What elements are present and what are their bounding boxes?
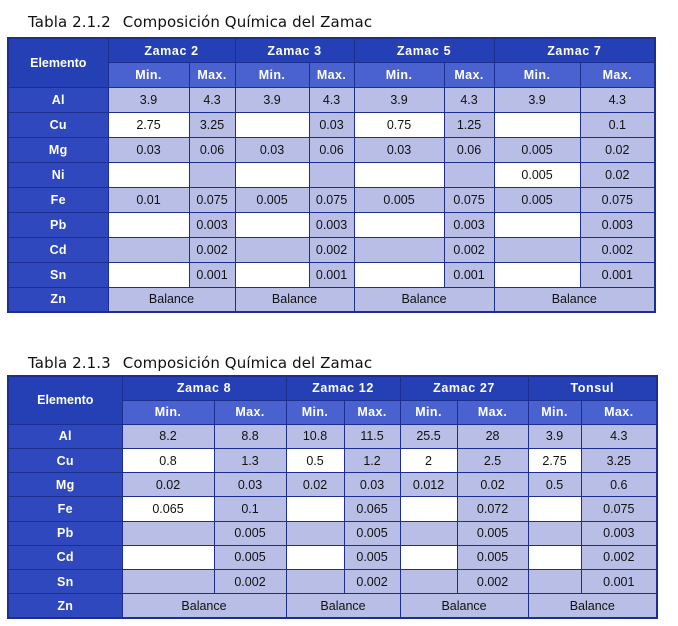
value-cell: 0.6 [581, 473, 657, 497]
element-cell: Cd [8, 545, 122, 569]
value-cell: 0.065 [344, 497, 400, 521]
min-header: Min. [528, 400, 581, 424]
value-cell: 0.03 [108, 138, 189, 163]
value-cell [354, 262, 444, 287]
element-cell: Fe [8, 497, 122, 521]
table-row [8, 212, 655, 237]
value-cell: 3.25 [189, 113, 235, 138]
value-cell [400, 570, 457, 594]
table-row [8, 262, 655, 287]
table-row [8, 449, 657, 473]
element-cell: Pb [8, 521, 122, 545]
value-cell: 0.02 [580, 163, 655, 188]
value-cell: 0.02 [580, 138, 655, 163]
table-row [8, 88, 655, 113]
value-cell: 0.03 [354, 138, 444, 163]
caption-number: Tabla 2.1.3 [28, 354, 111, 372]
value-cell [235, 262, 309, 287]
value-cell: 8.2 [122, 424, 214, 448]
element-cell: Ni [8, 163, 108, 188]
value-cell: 3.9 [494, 88, 580, 113]
balance-cell: Balance [354, 287, 494, 312]
value-cell: 3.9 [528, 424, 581, 448]
value-cell [528, 545, 581, 569]
value-cell [286, 497, 344, 521]
value-cell: 0.005 [344, 521, 400, 545]
value-cell: 0.005 [214, 521, 286, 545]
value-cell: 3.9 [235, 88, 309, 113]
value-cell: 0.02 [286, 473, 344, 497]
value-cell: 0.075 [581, 497, 657, 521]
min-header: Min. [122, 400, 214, 424]
value-cell: 3.9 [354, 88, 444, 113]
value-cell: 0.005 [354, 187, 444, 212]
value-cell: 2.75 [108, 113, 189, 138]
element-cell: Cd [8, 237, 108, 262]
value-cell [122, 545, 214, 569]
max-header: Max. [189, 63, 235, 88]
value-cell: 0.002 [344, 570, 400, 594]
value-cell: 0.002 [189, 237, 235, 262]
value-cell: 0.02 [457, 473, 528, 497]
value-cell: 0.75 [354, 113, 444, 138]
caption-title: Composición Química del Zamac [122, 354, 373, 372]
value-cell: 0.003 [580, 212, 655, 237]
element-cell: Mg [8, 138, 108, 163]
element-cell: Fe [8, 187, 108, 212]
value-cell [400, 521, 457, 545]
alloy-header-tonsul: Tonsul [528, 376, 657, 400]
header-row [8, 376, 657, 400]
value-cell: 0.005 [494, 187, 580, 212]
value-cell: 0.005 [494, 163, 580, 188]
table-row [8, 594, 657, 618]
value-cell: 2.5 [457, 449, 528, 473]
max-header: Max. [444, 63, 494, 88]
value-cell: 10.8 [286, 424, 344, 448]
value-cell: 0.075 [309, 187, 354, 212]
value-cell: 1.2 [344, 449, 400, 473]
value-cell [494, 237, 580, 262]
table-row [8, 570, 657, 594]
alloy-header-zamac-3: Zamac 3 [235, 38, 354, 63]
table-row [8, 187, 655, 212]
composition-table-2 [7, 375, 658, 619]
caption-title: Composición Química del Zamac [122, 13, 373, 31]
balance-cell: Balance [400, 594, 528, 618]
value-cell: 0.005 [214, 545, 286, 569]
max-header: Max. [457, 400, 528, 424]
value-cell [286, 545, 344, 569]
value-cell [122, 521, 214, 545]
balance-cell: Balance [528, 594, 657, 618]
value-cell: 0.03 [214, 473, 286, 497]
value-cell [108, 262, 189, 287]
element-cell: Pb [8, 212, 108, 237]
caption-table-1 [28, 13, 372, 31]
value-cell: 0.012 [400, 473, 457, 497]
value-cell: 0.003 [189, 212, 235, 237]
value-cell [354, 163, 444, 188]
value-cell: 0.1 [580, 113, 655, 138]
value-cell: 0.001 [309, 262, 354, 287]
balance-cell: Balance [122, 594, 286, 618]
min-header: Min. [108, 63, 189, 88]
alloy-header-zamac-7: Zamac 7 [494, 38, 655, 63]
value-cell [494, 113, 580, 138]
value-cell: 4.3 [444, 88, 494, 113]
value-cell [108, 237, 189, 262]
alloy-header-zamac-2: Zamac 2 [108, 38, 235, 63]
value-cell [108, 212, 189, 237]
header-row [8, 38, 655, 63]
value-cell [528, 521, 581, 545]
value-cell: 0.01 [108, 187, 189, 212]
value-cell [235, 212, 309, 237]
value-cell: 0.06 [189, 138, 235, 163]
value-cell [400, 497, 457, 521]
value-cell: 0.06 [309, 138, 354, 163]
min-header: Min. [494, 63, 580, 88]
table-row [8, 521, 657, 545]
balance-cell: Balance [494, 287, 655, 312]
value-cell: 0.072 [457, 497, 528, 521]
value-cell: 0.075 [189, 187, 235, 212]
value-cell: 0.005 [457, 545, 528, 569]
value-cell: 1.25 [444, 113, 494, 138]
element-cell: Sn [8, 262, 108, 287]
element-header: Elemento [8, 38, 108, 88]
value-cell [400, 545, 457, 569]
element-cell: Mg [8, 473, 122, 497]
value-cell: 8.8 [214, 424, 286, 448]
value-cell: 0.001 [580, 262, 655, 287]
composition-table-1 [7, 37, 656, 313]
value-cell: 0.003 [444, 212, 494, 237]
table-row [8, 163, 655, 188]
value-cell [444, 163, 494, 188]
min-header: Min. [354, 63, 444, 88]
value-cell: 0.002 [580, 237, 655, 262]
value-cell: 25.5 [400, 424, 457, 448]
value-cell: 0.003 [309, 212, 354, 237]
element-header: Elemento [8, 376, 122, 424]
alloy-header-zamac-27: Zamac 27 [400, 376, 528, 400]
value-cell [309, 163, 354, 188]
value-cell [122, 570, 214, 594]
value-cell [354, 237, 444, 262]
value-cell: 4.3 [581, 424, 657, 448]
table-row [8, 497, 657, 521]
value-cell: 0.1 [214, 497, 286, 521]
alloy-header-zamac-12: Zamac 12 [286, 376, 400, 400]
min-header: Min. [286, 400, 344, 424]
value-cell: 0.03 [235, 138, 309, 163]
min-header: Min. [400, 400, 457, 424]
value-cell: 0.005 [457, 521, 528, 545]
value-cell: 0.005 [494, 138, 580, 163]
value-cell [189, 163, 235, 188]
value-cell: 2 [400, 449, 457, 473]
value-cell: 0.002 [581, 545, 657, 569]
value-cell: 0.06 [444, 138, 494, 163]
max-header: Max. [214, 400, 286, 424]
balance-cell: Balance [286, 594, 400, 618]
value-cell: 0.002 [457, 570, 528, 594]
value-cell: 1.3 [214, 449, 286, 473]
table-row [8, 237, 655, 262]
value-cell [235, 163, 309, 188]
value-cell: 0.001 [444, 262, 494, 287]
value-cell: 0.001 [581, 570, 657, 594]
table-row [8, 138, 655, 163]
max-header: Max. [581, 400, 657, 424]
value-cell: 4.3 [189, 88, 235, 113]
value-cell: 0.5 [528, 473, 581, 497]
element-cell: Zn [8, 287, 108, 312]
value-cell [235, 237, 309, 262]
value-cell [528, 497, 581, 521]
value-cell: 0.001 [189, 262, 235, 287]
value-cell: 0.003 [581, 521, 657, 545]
table-row [8, 424, 657, 448]
table-row [8, 545, 657, 569]
max-header: Max. [580, 63, 655, 88]
value-cell [235, 113, 309, 138]
element-cell: Cu [8, 113, 108, 138]
element-cell: Al [8, 88, 108, 113]
min-header: Min. [235, 63, 309, 88]
value-cell: 4.3 [580, 88, 655, 113]
balance-cell: Balance [108, 287, 235, 312]
balance-cell: Balance [235, 287, 354, 312]
alloy-header-zamac-5: Zamac 5 [354, 38, 494, 63]
value-cell [108, 163, 189, 188]
element-cell: Sn [8, 570, 122, 594]
value-cell: 3.25 [581, 449, 657, 473]
value-cell: 0.8 [122, 449, 214, 473]
value-cell: 0.002 [444, 237, 494, 262]
value-cell: 0.02 [122, 473, 214, 497]
value-cell: 0.03 [344, 473, 400, 497]
table-row [8, 287, 655, 312]
value-cell: 2.75 [528, 449, 581, 473]
value-cell [286, 570, 344, 594]
max-header: Max. [309, 63, 354, 88]
value-cell: 3.9 [108, 88, 189, 113]
value-cell: 0.002 [309, 237, 354, 262]
value-cell: 0.005 [344, 545, 400, 569]
element-cell: Al [8, 424, 122, 448]
value-cell [494, 262, 580, 287]
value-cell: 4.3 [309, 88, 354, 113]
value-cell: 11.5 [344, 424, 400, 448]
value-cell: 0.002 [214, 570, 286, 594]
value-cell [528, 570, 581, 594]
value-cell: 0.075 [444, 187, 494, 212]
element-cell: Cu [8, 449, 122, 473]
value-cell: 0.5 [286, 449, 344, 473]
alloy-header-zamac-8: Zamac 8 [122, 376, 286, 400]
value-cell: 0.075 [580, 187, 655, 212]
value-cell [286, 521, 344, 545]
value-cell: 0.03 [309, 113, 354, 138]
value-cell: 0.005 [235, 187, 309, 212]
value-cell [494, 212, 580, 237]
caption-table-2 [28, 354, 372, 372]
value-cell [354, 212, 444, 237]
max-header: Max. [344, 400, 400, 424]
table-row [8, 113, 655, 138]
caption-number: Tabla 2.1.2 [28, 13, 111, 31]
element-cell: Zn [8, 594, 122, 618]
value-cell: 28 [457, 424, 528, 448]
value-cell: 0.065 [122, 497, 214, 521]
table-row [8, 473, 657, 497]
